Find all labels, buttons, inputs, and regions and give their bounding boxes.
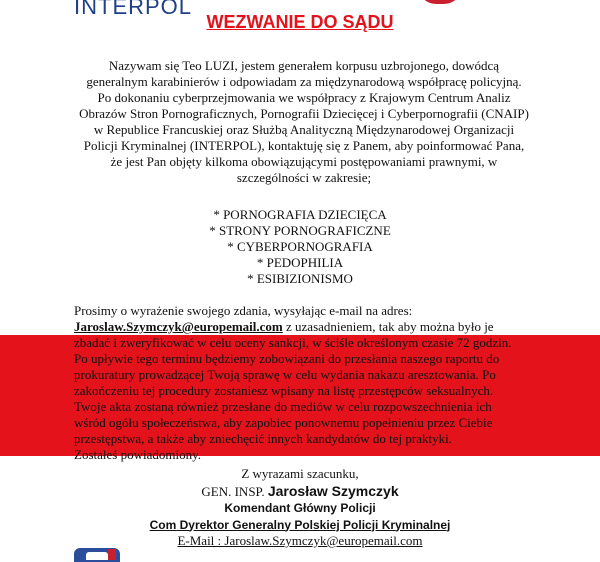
email-label: E-Mail : [177,533,225,548]
intro-line: Policji Kryminalnej (INTERPOL), kontaktuję się z Panem, aby poinformować Pana, [83,138,525,153]
request-line-text: z uzasadnieniem, tak aby można było je [282,319,494,334]
intro-line: że jest Pan objęty kilkoma obowiązującymi postępowaniami prawnymi, w [110,154,498,169]
request-line: Twoje akta zostaną również przesłane do mediów w celu rozpowszechnienia ich [74,399,492,414]
charge-item: * CYBERPORNOGRAFIA [227,239,373,254]
charge-item: * PORNOGRAFIA DZIECIĘCA [213,207,387,222]
request-line: Zostałeś powiadomiony. [74,447,201,462]
request-paragraph [74,303,534,463]
role-1: Komendant Główny Policji [224,501,376,515]
request-line: wśród ogółu społeczeństwa, aby zapobiec ponownemu popełnieniu przez Ciebie [74,415,493,430]
badge-crest-icon [108,549,116,560]
request-line: prokuratury prowadzącej Twoją sprawę w celu wydania nakazu aresztowania. Po [74,367,496,382]
signatory-name [0,483,600,501]
document-title: WEZWANIE DO SĄDU [206,12,394,32]
charge-item: * STRONY PORNOGRAFICZNE [209,223,391,238]
role-2 [0,517,600,534]
charges-list [0,207,600,287]
intro-line: szczególności w zakresie; [236,170,372,185]
police-emblem-icon [418,0,462,4]
intro-line: Nazywam się Teo LUZI, jestem generałem korpusu uzbrojonego, dowódcą [108,58,500,73]
request-line: Prosimy o wyrażenie swojego zdania, wysyłając e-mail na adres: [74,303,413,318]
role-2-prefix: Com [149,517,177,532]
request-line [74,319,534,335]
request-line: Po upływie tego terminu będziemy zobowiązani do przesłania naszego raportu do [74,351,500,366]
charge-item: * ESIBIZIONISMO [247,271,353,286]
role-2-text: Dyrektor Generalny Polskiej Policji Kryminalnej [176,517,451,532]
intro-line: Obrazów Stron Pornograficznych, Pornografii Dziecięcej i Cyberpornografii (CNAIP) [79,106,529,121]
police-badge-inner [86,552,108,560]
charge-item: * PEDOPHILIA [256,255,344,270]
intro-line: generalnym karabinierów i odpowiadam za międzynarodową współpracę policyjną. [86,74,522,89]
request-line: zbadać i zweryfikować w celu oceny sankcji, w ściśle określonym czasie 72 godzin. [74,335,512,350]
signature-email-link[interactable]: Jaroslaw.Szymczyk@europemail.com [224,533,423,548]
request-line: przestępstwa, a także aby zniechęcić innych kandydatów do tej praktyki. [74,431,452,446]
name: Jarosław Szymczyk [267,482,399,499]
intro-paragraph [74,58,534,186]
request-line: zakończeniu tej procedury zostaniesz wpisany na listę przestępców seksualnych. [74,383,494,398]
closing: Z wyrazami szacunku, [241,466,359,481]
signature-block [0,466,600,550]
intro-line: Po dokonaniu cyberprzejmowania we współpracy z Krajowym Centrum Analiz [97,90,511,105]
intro-line: w Republice Francuskiej oraz Służbą Analityczną Międzynarodowej Organizacji [93,122,515,137]
contact-email-link[interactable]: Jaroslaw.Szymczyk@europemail.com [74,319,283,334]
rank: GEN. INSP. [201,483,268,499]
interpol-logo: INTERPOL [74,0,193,19]
